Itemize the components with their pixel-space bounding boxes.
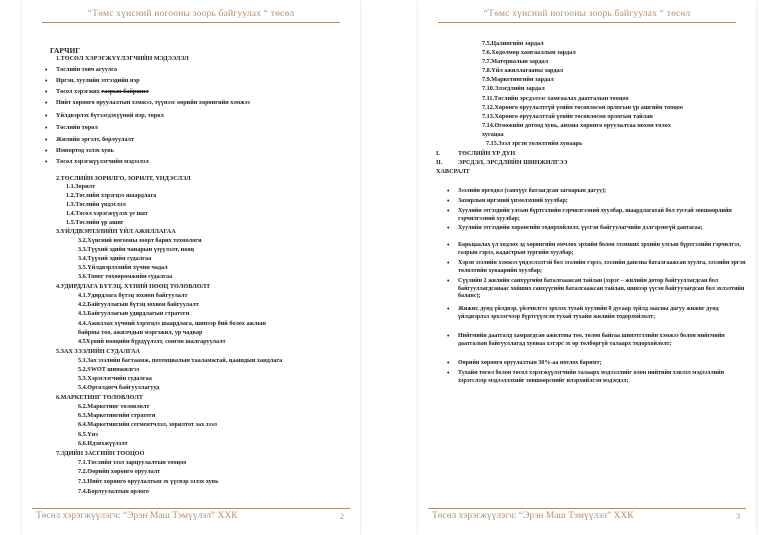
toc-subitem: 3.6.Тоног төхөөрөмжийн судалгаа — [78, 273, 173, 280]
toc-section-3: 3.ҮЙЛДВЭРЛЭЛИЙН ҮЙЛ АЖИЛЛАГАА — [56, 228, 176, 235]
toc-item: • Үйлдвэрлэх бүтээгдэхүүний нэр, төрөл — [56, 112, 164, 120]
page-footer: Төсөл хэрэгжүүлэгч: “Эрэн Маш Тэмүүлэл” ХХК — [432, 511, 634, 521]
toc-subitem: 4.3.Байгууллагын удирдлагын стратеги — [78, 310, 190, 317]
struck-text: газрын байршил — [101, 88, 149, 95]
toc-item: • Нийт хөрөнгө оруулалтын хэмжээ, түүнээс өөрийн хөрөнгийн хэмжээ — [56, 99, 250, 107]
toc-subitem: 3.4.Түүхий эдийн судалгаа — [78, 255, 152, 262]
appendix-item: • Хэрэв зээлийн хэмжээ үндэслэлтэй бол зээлийн гэрээ, зээлийн дансны баталгаажсан хуулга, зээлийн эргэн төлөлтийн хуваарийн хуулбар; — [458, 260, 746, 275]
toc-subitem: 6.6.Идэвхжүүлэлт — [78, 440, 128, 447]
toc-section-results: ТӨСЛИЙН ҮР ДҮН — [458, 150, 516, 157]
toc-subitem: 7.5.Цалингийн зардал — [482, 40, 544, 47]
toc-section-risk: ЭРСДЭЛ, ЭРСДЛИЙН ШИНЖИЛГЭЭ — [458, 159, 568, 166]
appendix-item: • Барьцаалах үл хөдлөх эд хөрөнгийн өмчлөх эрхийн болон эзэмших эрхийн улсын бүртгэлийн гэрчилгээ, газрын гэрээ, кадастрын зургийн хуулбар; — [458, 242, 746, 257]
toc-subitem: 7.12.Хөрөнгө оруулалтгүй үеийн төсөвлөсөн орлогын үр ашгийн тооцоо — [482, 104, 683, 111]
toc-subitem: байрны тоо, ажилчдын мэргэжил, ур чадвар — [78, 329, 203, 336]
toc-subitem: 3.5.Үйлдвэрлэлийн хүчин чадал — [78, 264, 168, 271]
toc-subitem: 7.15.Зээл эргэн төлөлтийн хуваарь — [486, 140, 583, 147]
toc-subitem: 3.2.Хүнсний ногооны зоорт барих технологи — [78, 237, 202, 244]
toc-subitem: 5.4.Өрсөлдөгч байгууллагууд — [78, 384, 160, 391]
header-rule — [42, 22, 340, 23]
toc-subitem: 6.4.Маркетингийн сегментчлэл, зорилтот зах зээл — [78, 421, 217, 428]
header-rule — [438, 22, 736, 23]
toc-subitem: 7.4.Борлуулалтын орлого — [78, 488, 150, 495]
footer-rule — [428, 508, 746, 509]
toc-title: ГАРЧИГ — [50, 46, 81, 55]
toc-subitem: 4.1.Удирдлага бүтэц зохион байгуулалт — [78, 292, 188, 299]
page-header: “Төмс хүнсний ногооны зоорь байгуулах “ төсөл — [87, 9, 295, 19]
appendix-item: • Захирлын иргэний үнэмлэхний хуулбар; — [458, 198, 746, 206]
toc-subitem: 7.13.Хөрөнгө оруулалттай үеийн төсөвлөсөн орлогын тайлан — [482, 113, 653, 120]
toc-subitem: 7.7.Материалын зардал — [482, 58, 549, 65]
toc-subitem: 7.2.Өөрийн хөрөнгө оруулалт — [78, 468, 161, 475]
toc-section-2: 2.ТӨСЛИЙН ЗОРИЛГО, ЗОРИЛТ, ҮНДЭСЛЭЛ — [56, 175, 191, 182]
toc-section-6: 6.МАРКЕТИНГ ТӨЛӨВЛӨЛТ — [56, 394, 143, 401]
toc-section-1: 1.ТӨСӨЛ ХЭРЭГЖҮҮЛЭГЧИЙН МЭДЭЭЛЭЛ — [56, 55, 189, 62]
toc-item: • Төсөл хэрэгжих газрын байршил — [56, 88, 149, 96]
page-footer: Төсөл хэрэгжүүлэгч: “Эрэн Маш Тэмүүлэл” ХХК — [36, 511, 238, 521]
toc-subitem: 7.10.Элэгдлийн зардал — [482, 85, 545, 92]
toc-subitem: 7.9.Маркетингийн зардал — [482, 76, 554, 83]
toc-section-5: 5.ЗАХ ЗЭЭЛИЙН СУДАЛГАА — [56, 348, 141, 355]
toc-subitem: 7.8.Үйл ажиллагааны зардал — [482, 67, 564, 74]
roman-numeral: I. — [436, 150, 440, 157]
footer-rule — [32, 508, 350, 509]
appendix-item: • Өөрийн хөрөнгө оруулалтын 30%-аа нотлох баримт; — [458, 360, 746, 368]
toc-subitem: 5.3.Хэрэглэгчийн судалгаа — [78, 375, 152, 382]
document-page-right — [418, 0, 756, 535]
toc-subitem: 6.3.Маркетингийн стратеги — [78, 412, 156, 419]
toc-subitem: 7.11.Төслийн эрсдэлээс хамгаалах даатгалын тооцоо — [482, 95, 629, 102]
document-page-left — [22, 0, 360, 535]
toc-item: • Иргэн, хуулийн этгээдийн нэр — [56, 77, 140, 85]
page-number: 3 — [736, 512, 740, 521]
appendix-item: • Нийгмийн даатгалд хамрагдсан ажилтны тоо, төлөв байгаа шинэтгэлийн хэмжээ болон нийгмийн даатгалын байгууллагад хувиаа хэтэрс эх өр төлбөргүй талаарх тодорхойлолт; — [458, 333, 746, 348]
toc-subitem: 4.4.Ажиллах хүчний хэрэгцээ шаардлага, шинээр бий болох ажлын — [78, 320, 266, 327]
appendix-item: • Тухайн төсөл болон төсөл хэрэгжүүлэгчийн талаарх мэдээллийг олон нийтийн хэвлэл мэдээллийн хэрэгслээр мэдээллэхийг зөвшөөрснийг илэрхийлсэн мэдэгдэл; — [458, 370, 746, 385]
toc-subitem: 7.3.Нийт хөрөнгө оруулалтын эх үүсвэр эзлэх хувь — [78, 478, 219, 485]
appendix-heading: ХАВСРАЛТ — [436, 168, 470, 175]
toc-subitem: хугацаа — [482, 131, 504, 138]
toc-subitem: 6.2.Маркетинг төлөвлөлт — [78, 403, 150, 410]
appendix-item: • Хуулийн этгээдийн хөрөнгийн тодорхойлолт, үүсгэн байгуулагчийн дэлгэрэнгүй давтагаа; — [458, 225, 746, 233]
toc-subitem: 1.5.Төслийн үр ашиг — [66, 219, 124, 226]
toc-subitem: 4.2.Байгууллагын бүтэц зохион байгуулалт — [78, 301, 199, 308]
toc-subitem: 1.4.Төсөл хэрэгжүүлэх үе шат — [66, 210, 148, 217]
toc-subitem: 5.1.Зах зээлийн багтаамж, потенциалын тааламжтай, цаашдын хандлага — [78, 357, 283, 364]
appendix-item: • Сүүлийн 2 жилийн санхүүгийн баталгаажсан тайлан (зэрэг – жилийн дотор байгууллагдсан бол байгууллагдсанаас хойших санхүүгийн баталгаажсан тайлан, шинээр үүсэн байгуулагдсан бол эхлэлтийн баланс); — [458, 278, 746, 301]
roman-numeral: II. — [436, 159, 443, 166]
toc-section-4: 4.УДИРДЛАГА БҮТЭЦ, ХҮНИЙ НӨӨЦ ТӨЛӨВЛӨЛТ — [56, 283, 211, 290]
toc-subitem: 1.2.Төслийн хэрэгцээ шаардлага — [66, 192, 157, 199]
toc-subitem: 5.2.SWOT шинжилгээ — [78, 366, 140, 373]
page-number: 2 — [340, 512, 344, 521]
toc-section-7: 7.ЭДИЙН ЗАСГИЙН ТООЦОО — [56, 450, 145, 457]
page-header: “Төмс хүнсний ногооны зоорь байгуулах “ төсөл — [483, 9, 691, 19]
toc-item: • Импортод эзлэх хувь — [56, 147, 114, 155]
toc-subitem: 3.3.Түүхий эдийн чанарын үзүүлэлт, нөөц — [78, 246, 194, 253]
appendix-item: • Хуулийн этгээдийн улсын бүртгэлийн гэрчилгээний хуулбар, шаардлагатай бол тусгай зөвшөөрлийн гэрчилгээний хуулбар; — [458, 208, 746, 223]
toc-item: • Жилийн эргэлт, борлуулалт — [56, 136, 134, 144]
toc-item: • Төслийн төрөл — [56, 124, 98, 132]
toc-subitem: 7.14.Өгөөжийн дотоод хувь, анхны хөрөнгө оруулалтаа нөхөн төлөх — [482, 122, 671, 129]
toc-subitem: 1.3.Төслийн үндэслэл — [66, 201, 126, 208]
toc-subitem: 7.6.Хөдөлмөр хамгааллын зардал — [482, 49, 576, 56]
appendix-item: • Жижиг, дунд үйлдвэр, үйлчилгээ эрхлэх тухай хуулийн 8 дугаар зүйлд заасны дагуу жижиг дунд үйлдвэрлэл эрхлэгчээр бүртгүүлсэн тухай тухайн жилийн тодорхойлолт; — [458, 306, 746, 321]
toc-subitem: 1.1.Зорилт — [66, 183, 96, 190]
toc-item: • Төсөл хэрэгжүүлэгчийн мэдээлэл — [56, 158, 149, 166]
toc-item: • Төслийн товч агуулга — [56, 66, 117, 74]
toc-subitem: 7.1.Төслийн зээл зарцуулалтын тооцоо — [78, 459, 187, 466]
appendix-item: • Зээлийн өргөдөл (санхүүс батлагдсан загварын дагуу); — [458, 188, 746, 196]
toc-subitem: 6.5.Үнэ — [78, 431, 98, 438]
toc-subitem: 4.5Хүний нөөцийн бүрдүүлэлт, сонгон шалгаруулалт — [78, 338, 226, 345]
